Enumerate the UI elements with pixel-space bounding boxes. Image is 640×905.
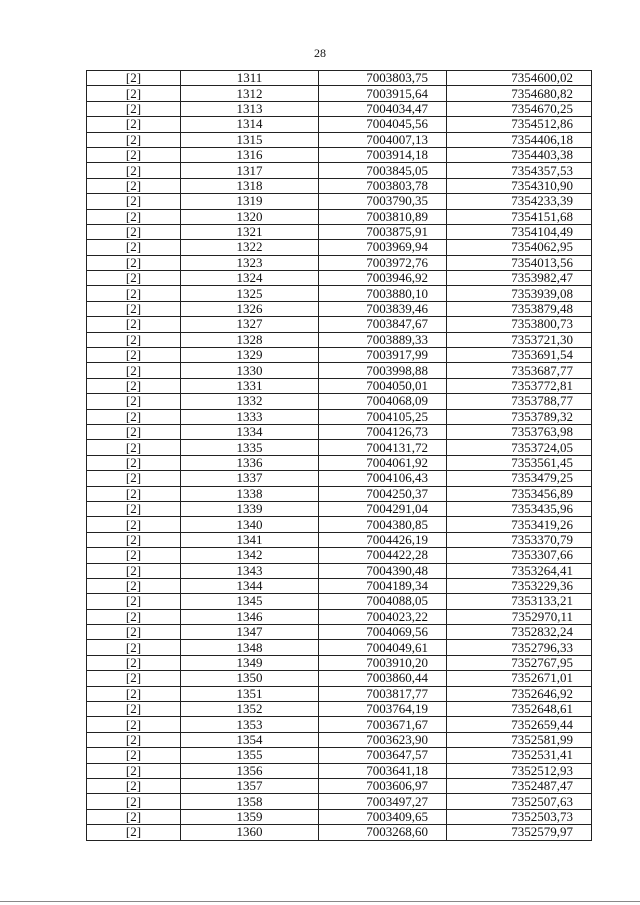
table-row: [87, 409, 592, 424]
y-coordinate-cell: 7353370,79: [447, 532, 592, 547]
x-coordinate-cell: 7003915,64: [319, 86, 447, 101]
x-coordinate-cell: 7003839,46: [319, 301, 447, 316]
y-coordinate-cell: 7352832,24: [447, 625, 592, 640]
point-number-cell: 1330: [181, 363, 319, 378]
y-coordinate-cell: 7353763,98: [447, 424, 592, 439]
x-coordinate-cell: 7003810,89: [319, 209, 447, 224]
point-number-cell: 1323: [181, 255, 319, 270]
point-number-cell: 1338: [181, 486, 319, 501]
table-row: [87, 132, 592, 147]
point-number-cell: 1320: [181, 209, 319, 224]
y-coordinate-cell: 7352531,41: [447, 748, 592, 763]
x-coordinate-cell: 7004106,43: [319, 471, 447, 486]
y-coordinate-cell: 7353939,08: [447, 286, 592, 301]
source-ref-cell: [2]: [87, 578, 181, 593]
x-coordinate-cell: 7003946,92: [319, 271, 447, 286]
point-number-cell: 1350: [181, 671, 319, 686]
source-ref-cell: [2]: [87, 224, 181, 239]
table-row: [87, 609, 592, 624]
y-coordinate-cell: 7352648,61: [447, 702, 592, 717]
x-coordinate-cell: 7003623,90: [319, 732, 447, 747]
table-row: [87, 163, 592, 178]
source-ref-cell: [2]: [87, 178, 181, 193]
x-coordinate-cell: 7004291,04: [319, 501, 447, 516]
table-row: [87, 794, 592, 809]
point-number-cell: 1339: [181, 501, 319, 516]
point-number-cell: 1313: [181, 101, 319, 116]
table-row: [87, 178, 592, 193]
point-number-cell: 1329: [181, 348, 319, 363]
point-number-cell: 1333: [181, 409, 319, 424]
x-coordinate-cell: 7003972,76: [319, 255, 447, 270]
source-ref-cell: [2]: [87, 794, 181, 809]
source-ref-cell: [2]: [87, 240, 181, 255]
source-ref-cell: [2]: [87, 317, 181, 332]
source-ref-cell: [2]: [87, 286, 181, 301]
y-coordinate-cell: 7352579,97: [447, 825, 592, 840]
source-ref-cell: [2]: [87, 532, 181, 547]
point-number-cell: 1342: [181, 548, 319, 563]
y-coordinate-cell: 7353561,45: [447, 455, 592, 470]
source-ref-cell: [2]: [87, 655, 181, 670]
table-row: [87, 209, 592, 224]
point-number-cell: 1314: [181, 117, 319, 132]
y-coordinate-cell: 7353800,73: [447, 317, 592, 332]
table-row: [87, 117, 592, 132]
x-coordinate-cell: 7003803,75: [319, 71, 447, 86]
point-number-cell: 1341: [181, 532, 319, 547]
source-ref-cell: [2]: [87, 424, 181, 439]
table-row: [87, 440, 592, 455]
x-coordinate-cell: 7003641,18: [319, 763, 447, 778]
point-number-cell: 1360: [181, 825, 319, 840]
x-coordinate-cell: 7003998,88: [319, 363, 447, 378]
table-row: [87, 517, 592, 532]
table-row: [87, 455, 592, 470]
table-row: [87, 86, 592, 101]
point-number-cell: 1315: [181, 132, 319, 147]
table-row: [87, 224, 592, 239]
table-row: [87, 471, 592, 486]
source-ref-cell: [2]: [87, 486, 181, 501]
y-coordinate-cell: 7352503,73: [447, 809, 592, 824]
x-coordinate-cell: 7003606,97: [319, 778, 447, 793]
source-ref-cell: [2]: [87, 440, 181, 455]
table-row: [87, 194, 592, 209]
point-number-cell: 1347: [181, 625, 319, 640]
y-coordinate-cell: 7353133,21: [447, 594, 592, 609]
page-number: 28: [314, 46, 326, 60]
table-row: [87, 378, 592, 393]
source-ref-cell: [2]: [87, 163, 181, 178]
table-row: [87, 255, 592, 270]
x-coordinate-cell: 7004380,85: [319, 517, 447, 532]
y-coordinate-cell: 7352796,33: [447, 640, 592, 655]
x-coordinate-cell: 7004069,56: [319, 625, 447, 640]
x-coordinate-cell: 7003817,77: [319, 686, 447, 701]
x-coordinate-cell: 7003409,65: [319, 809, 447, 824]
source-ref-cell: [2]: [87, 332, 181, 347]
point-number-cell: 1322: [181, 240, 319, 255]
source-ref-cell: [2]: [87, 778, 181, 793]
y-coordinate-cell: 7353691,54: [447, 348, 592, 363]
x-coordinate-cell: 7004049,61: [319, 640, 447, 655]
y-coordinate-cell: 7352659,44: [447, 717, 592, 732]
source-ref-cell: [2]: [87, 271, 181, 286]
x-coordinate-cell: 7003875,91: [319, 224, 447, 239]
point-number-cell: 1328: [181, 332, 319, 347]
source-ref-cell: [2]: [87, 625, 181, 640]
source-ref-cell: [2]: [87, 640, 181, 655]
y-coordinate-cell: 7354013,56: [447, 255, 592, 270]
x-coordinate-cell: 7004045,56: [319, 117, 447, 132]
y-coordinate-cell: 7352487,47: [447, 778, 592, 793]
source-ref-cell: [2]: [87, 702, 181, 717]
source-ref-cell: [2]: [87, 455, 181, 470]
x-coordinate-cell: 7004088,05: [319, 594, 447, 609]
y-coordinate-cell: 7352767,95: [447, 655, 592, 670]
point-number-cell: 1355: [181, 748, 319, 763]
table-row: [87, 348, 592, 363]
y-coordinate-cell: 7354062,95: [447, 240, 592, 255]
point-number-cell: 1357: [181, 778, 319, 793]
y-coordinate-cell: 7353419,26: [447, 517, 592, 532]
x-coordinate-cell: 7003889,33: [319, 332, 447, 347]
y-coordinate-cell: 7353456,89: [447, 486, 592, 501]
table-row: [87, 763, 592, 778]
source-ref-cell: [2]: [87, 194, 181, 209]
y-coordinate-cell: 7353789,32: [447, 409, 592, 424]
source-ref-cell: [2]: [87, 117, 181, 132]
point-number-cell: 1344: [181, 578, 319, 593]
y-coordinate-cell: 7354151,68: [447, 209, 592, 224]
table-row: [87, 702, 592, 717]
source-ref-cell: [2]: [87, 717, 181, 732]
y-coordinate-cell: 7352671,01: [447, 671, 592, 686]
table-row: [87, 271, 592, 286]
source-ref-cell: [2]: [87, 501, 181, 516]
y-coordinate-cell: 7353772,81: [447, 378, 592, 393]
table-row: [87, 486, 592, 501]
y-coordinate-cell: 7353264,41: [447, 563, 592, 578]
source-ref-cell: [2]: [87, 394, 181, 409]
x-coordinate-cell: 7003847,67: [319, 317, 447, 332]
x-coordinate-cell: 7004189,34: [319, 578, 447, 593]
y-coordinate-cell: 7352581,99: [447, 732, 592, 747]
coordinates-table-body: [87, 71, 592, 841]
y-coordinate-cell: 7353687,77: [447, 363, 592, 378]
x-coordinate-cell: 7003671,67: [319, 717, 447, 732]
point-number-cell: 1311: [181, 71, 319, 86]
source-ref-cell: [2]: [87, 609, 181, 624]
source-ref-cell: [2]: [87, 255, 181, 270]
x-coordinate-cell: 7003969,94: [319, 240, 447, 255]
table-row: [87, 363, 592, 378]
table-row: [87, 686, 592, 701]
table-row: [87, 301, 592, 316]
table-row: [87, 424, 592, 439]
source-ref-cell: [2]: [87, 348, 181, 363]
x-coordinate-cell: 7004007,13: [319, 132, 447, 147]
point-number-cell: 1356: [181, 763, 319, 778]
source-ref-cell: [2]: [87, 732, 181, 747]
x-coordinate-cell: 7003790,35: [319, 194, 447, 209]
y-coordinate-cell: 7353982,47: [447, 271, 592, 286]
point-number-cell: 1317: [181, 163, 319, 178]
source-ref-cell: [2]: [87, 671, 181, 686]
y-coordinate-cell: 7354512,86: [447, 117, 592, 132]
point-number-cell: 1334: [181, 424, 319, 439]
coordinates-table: [86, 70, 592, 841]
source-ref-cell: [2]: [87, 363, 181, 378]
y-coordinate-cell: 7354357,53: [447, 163, 592, 178]
x-coordinate-cell: 7004050,01: [319, 378, 447, 393]
table-row: [87, 532, 592, 547]
table-row: [87, 748, 592, 763]
source-ref-cell: [2]: [87, 517, 181, 532]
point-number-cell: 1351: [181, 686, 319, 701]
source-ref-cell: [2]: [87, 409, 181, 424]
point-number-cell: 1331: [181, 378, 319, 393]
table-row: [87, 394, 592, 409]
y-coordinate-cell: 7354233,39: [447, 194, 592, 209]
source-ref-cell: [2]: [87, 147, 181, 162]
y-coordinate-cell: 7354104,49: [447, 224, 592, 239]
point-number-cell: 1321: [181, 224, 319, 239]
y-coordinate-cell: 7353479,25: [447, 471, 592, 486]
point-number-cell: 1348: [181, 640, 319, 655]
y-coordinate-cell: 7352507,63: [447, 794, 592, 809]
table-row: [87, 671, 592, 686]
source-ref-cell: [2]: [87, 378, 181, 393]
point-number-cell: 1335: [181, 440, 319, 455]
source-ref-cell: [2]: [87, 101, 181, 116]
source-ref-cell: [2]: [87, 594, 181, 609]
x-coordinate-cell: 7003845,05: [319, 163, 447, 178]
x-coordinate-cell: 7003803,78: [319, 178, 447, 193]
table-row: [87, 332, 592, 347]
source-ref-cell: [2]: [87, 301, 181, 316]
x-coordinate-cell: 7004422,28: [319, 548, 447, 563]
y-coordinate-cell: 7352970,11: [447, 609, 592, 624]
table-row: [87, 625, 592, 640]
point-number-cell: 1349: [181, 655, 319, 670]
x-coordinate-cell: 7003764,19: [319, 702, 447, 717]
point-number-cell: 1332: [181, 394, 319, 409]
point-number-cell: 1327: [181, 317, 319, 332]
table-row: [87, 501, 592, 516]
x-coordinate-cell: 7004023,22: [319, 609, 447, 624]
source-ref-cell: [2]: [87, 686, 181, 701]
y-coordinate-cell: 7354670,25: [447, 101, 592, 116]
source-ref-cell: [2]: [87, 71, 181, 86]
table-row: [87, 732, 592, 747]
source-ref-cell: [2]: [87, 748, 181, 763]
x-coordinate-cell: 7004105,25: [319, 409, 447, 424]
point-number-cell: 1359: [181, 809, 319, 824]
point-number-cell: 1326: [181, 301, 319, 316]
source-ref-cell: [2]: [87, 471, 181, 486]
x-coordinate-cell: 7004250,37: [319, 486, 447, 501]
point-number-cell: 1336: [181, 455, 319, 470]
y-coordinate-cell: 7354680,82: [447, 86, 592, 101]
source-ref-cell: [2]: [87, 809, 181, 824]
table-row: [87, 778, 592, 793]
source-ref-cell: [2]: [87, 763, 181, 778]
x-coordinate-cell: 7003647,57: [319, 748, 447, 763]
x-coordinate-cell: 7004068,09: [319, 394, 447, 409]
table-row: [87, 317, 592, 332]
x-coordinate-cell: 7004426,19: [319, 532, 447, 547]
y-coordinate-cell: 7353721,30: [447, 332, 592, 347]
table-row: [87, 578, 592, 593]
point-number-cell: 1318: [181, 178, 319, 193]
point-number-cell: 1312: [181, 86, 319, 101]
y-coordinate-cell: 7353879,48: [447, 301, 592, 316]
y-coordinate-cell: 7352646,92: [447, 686, 592, 701]
table-row: [87, 101, 592, 116]
x-coordinate-cell: 7003910,20: [319, 655, 447, 670]
table-row: [87, 286, 592, 301]
source-ref-cell: [2]: [87, 548, 181, 563]
point-number-cell: 1316: [181, 147, 319, 162]
x-coordinate-cell: 7003860,44: [319, 671, 447, 686]
table-row: [87, 240, 592, 255]
x-coordinate-cell: 7004126,73: [319, 424, 447, 439]
point-number-cell: 1345: [181, 594, 319, 609]
point-number-cell: 1324: [181, 271, 319, 286]
y-coordinate-cell: 7354406,18: [447, 132, 592, 147]
table-row: [87, 809, 592, 824]
table-row: [87, 717, 592, 732]
point-number-cell: 1346: [181, 609, 319, 624]
table-row: [87, 563, 592, 578]
point-number-cell: 1354: [181, 732, 319, 747]
x-coordinate-cell: 7004061,92: [319, 455, 447, 470]
source-ref-cell: [2]: [87, 132, 181, 147]
point-number-cell: 1353: [181, 717, 319, 732]
y-coordinate-cell: 7353724,05: [447, 440, 592, 455]
point-number-cell: 1325: [181, 286, 319, 301]
y-coordinate-cell: 7352512,93: [447, 763, 592, 778]
page-bottom-edge: [0, 901, 640, 902]
source-ref-cell: [2]: [87, 86, 181, 101]
table-row: [87, 548, 592, 563]
table-row: [87, 640, 592, 655]
table-row: [87, 71, 592, 86]
table-row: [87, 147, 592, 162]
y-coordinate-cell: 7354600,02: [447, 71, 592, 86]
table-row: [87, 594, 592, 609]
point-number-cell: 1337: [181, 471, 319, 486]
point-number-cell: 1340: [181, 517, 319, 532]
source-ref-cell: [2]: [87, 209, 181, 224]
point-number-cell: 1343: [181, 563, 319, 578]
x-coordinate-cell: 7003880,10: [319, 286, 447, 301]
y-coordinate-cell: 7353229,36: [447, 578, 592, 593]
y-coordinate-cell: 7353307,66: [447, 548, 592, 563]
x-coordinate-cell: 7003914,18: [319, 147, 447, 162]
source-ref-cell: [2]: [87, 563, 181, 578]
x-coordinate-cell: 7003268,60: [319, 825, 447, 840]
x-coordinate-cell: 7004131,72: [319, 440, 447, 455]
table-row: [87, 825, 592, 840]
y-coordinate-cell: 7353788,77: [447, 394, 592, 409]
point-number-cell: 1352: [181, 702, 319, 717]
point-number-cell: 1319: [181, 194, 319, 209]
x-coordinate-cell: 7004390,48: [319, 563, 447, 578]
x-coordinate-cell: 7003917,99: [319, 348, 447, 363]
x-coordinate-cell: 7003497,27: [319, 794, 447, 809]
x-coordinate-cell: 7004034,47: [319, 101, 447, 116]
y-coordinate-cell: 7353435,96: [447, 501, 592, 516]
source-ref-cell: [2]: [87, 825, 181, 840]
point-number-cell: 1358: [181, 794, 319, 809]
table-row: [87, 655, 592, 670]
y-coordinate-cell: 7354310,90: [447, 178, 592, 193]
y-coordinate-cell: 7354403,38: [447, 147, 592, 162]
